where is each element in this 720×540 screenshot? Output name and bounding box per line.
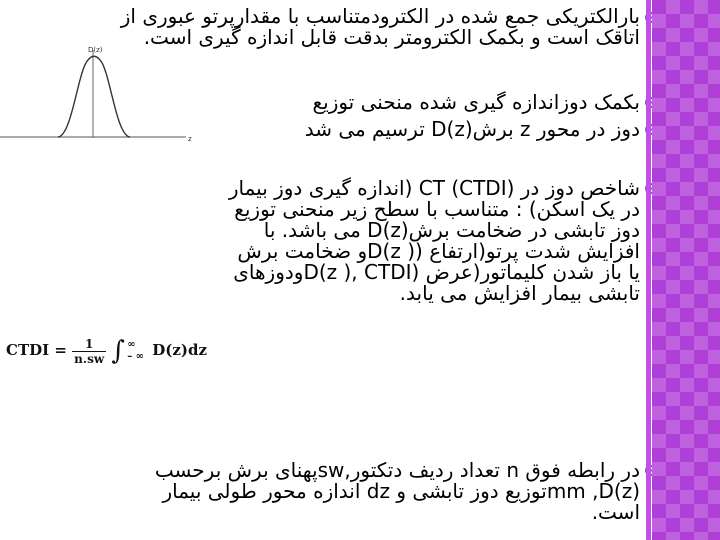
formula-numerator: 1: [72, 337, 106, 352]
bullet-item-2: [210, 92, 640, 113]
dose-profile-graph: [0, 40, 200, 150]
bullet-text: دوز در محور z برش(D(z ترسیم می شد: [304, 117, 640, 141]
bullet-item-1: [114, 6, 640, 48]
graph-y-label: D(z): [88, 46, 103, 54]
bullet-item-4: [220, 178, 640, 304]
formula-upper-limit: ∞: [127, 339, 136, 350]
bullet-item-3: [210, 119, 640, 140]
formula-integrand: D(z)dz: [152, 341, 207, 359]
formula-lower-limit: – ∞: [127, 351, 144, 362]
bullet-text: در رابطه فوق n تعداد ردیف دتکتور,swپهنای برش برحسب mm ,D(z)توزیع دوز تابشی و dz اندازه محور طولی بیمار است.: [154, 458, 640, 524]
integral-limits: [127, 339, 144, 363]
formula-lhs: CTDI: [6, 341, 50, 359]
bullet-item-5: [120, 460, 640, 523]
bullet-text: بارالکتریکی جمع شده در الکترودمتناسب با مقدارپرتو عبوری از اتاقک است و بکمک الکترومتر بدقت قابل اندازه گیری است.: [120, 4, 640, 49]
formula-fraction: [72, 337, 106, 366]
bullet-text: بکمک دوزاندازه گیری شده منحنی توزیع: [312, 90, 640, 114]
graph-x-label: z: [188, 135, 192, 143]
sidebar-divider: [646, 0, 651, 540]
formula-denominator: n.sw: [74, 351, 105, 366]
decorative-sidebar: [652, 0, 720, 540]
ctdi-formula: CTDI = $\frac{1}{n.sw}$ ∫ ∞ – ∞ D(z)dz: [6, 336, 207, 366]
bullet-text: شاخص دوز در (CT (CTDI (اندازه گیری دوز بیمار در یک اسکن) : متناسب با سطح زیر منحنی توزیع دوز تابشی در ضخامت برش(D(z می باشد. با افزایش شدت پرتو(ارتفاع (D(z )و ضخامت برش یا باز شدن کلیماتور(عرض (D(z ), CTDIودوزهای تابشی بیمار افزایش می یابد.: [228, 176, 640, 305]
dose-curve: [58, 56, 130, 137]
integral-sign-icon: ∫: [111, 336, 125, 366]
